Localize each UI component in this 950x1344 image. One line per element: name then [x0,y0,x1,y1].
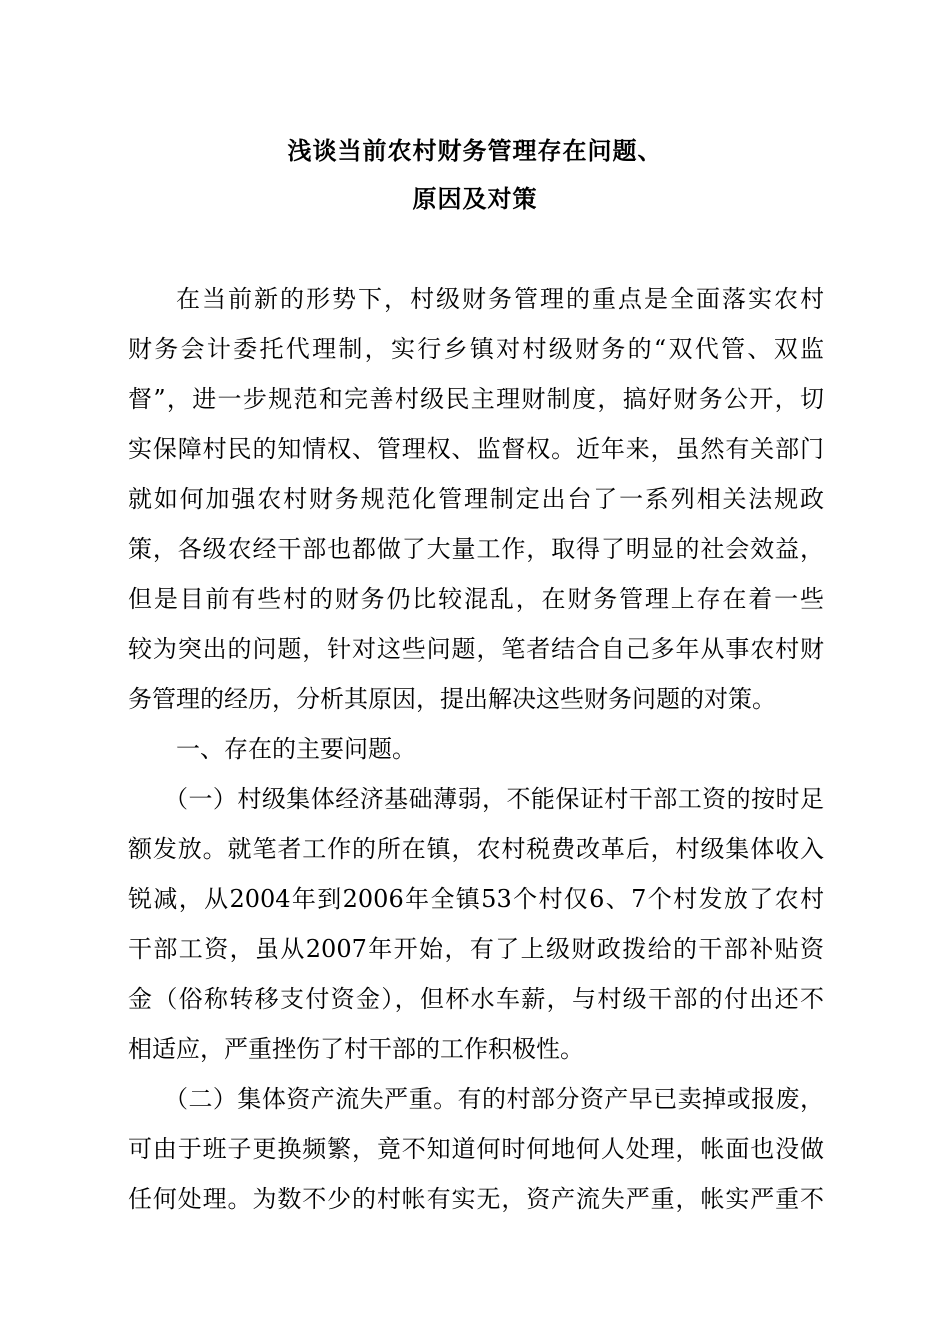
paragraph-line: 任何处理。为数不少的村帐有实无，资产流失严重，帐实严重不 [128,1185,824,1213]
paragraph-line: 督”，进一步规范和完善村级民主理财制度，搞好财务公开，切 [128,385,824,413]
paragraph-line: 财务会计委托代理制，实行乡镇对村级财务的“双代管、双监 [128,335,824,363]
paragraph-line: 金（俗称转移支付资金），但杯水车薪，与村级干部的付出还不 [128,985,824,1013]
paragraph-line: 实保障村民的知情权、管理权、监督权。近年来，虽然有关部门 [128,435,824,463]
document-body [128,282,824,1232]
paragraph-line: 较为突出的问题，针对这些问题，笔者结合自己多年从事农村财 [128,635,824,663]
paragraph-line: （二）集体资产流失严重。有的村部分资产早已卖掉或报废， [164,1085,824,1113]
document-title-line-2: 原因及对策 [412,184,538,213]
paragraph-line: 就如何加强农村财务规范化管理制定出台了一系列相关法规政 [128,485,824,513]
paragraph-line: 额发放。就笔者工作的所在镇，农村税费改革后，村级集体收入 [128,835,824,863]
paragraph-line: 在当前新的形势下，村级财务管理的重点是全面落实农村 [176,285,824,313]
paragraph-line: （一）村级集体经济基础薄弱，不能保证村干部工资的按时足 [164,785,824,813]
paragraph-line: 相适应，严重挫伤了村干部的工作积极性。 [128,1035,584,1063]
document-title-line-1: 浅谈当前农村财务管理存在问题、 [287,136,663,165]
section-heading: 一、存在的主要问题。 [176,735,416,763]
paragraph-line: 干部工资，虽从2007年开始，有了上级财政拨给的干部补贴资 [128,935,824,963]
paragraph-line: 可由于班子更换频繁，竟不知道何时何地何人处理，帐面也没做 [128,1135,824,1163]
paragraph-line: 策，各级农经干部也都做了大量工作，取得了明显的社会效益， [128,535,824,563]
paragraph-line: 但是目前有些村的财务仍比较混乱，在财务管理上存在着一些 [128,585,824,613]
paragraph-line: 锐减，从2004年到2006年全镇53个村仅6、7个村发放了农村 [128,885,824,913]
paragraph-line: 务管理的经历，分析其原因，提出解决这些财务问题的对策。 [128,685,776,713]
